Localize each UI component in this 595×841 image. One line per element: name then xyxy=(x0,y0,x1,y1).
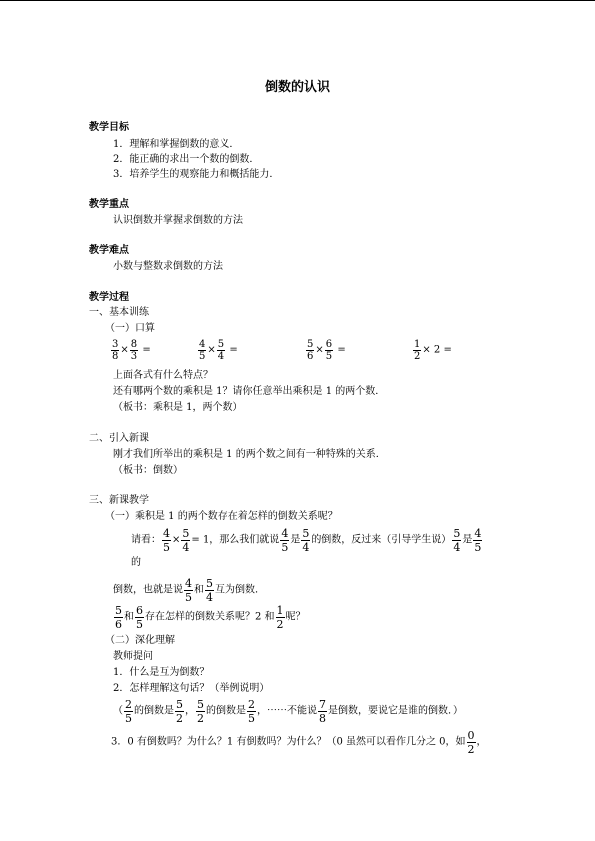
example-line-2: 倒数，也就是说 $\frac{4}{5}$ 和 $\frac{5}{4}$ 互为倒数． xyxy=(113,577,265,604)
part-1-heading: 一、基本训练 xyxy=(89,307,149,318)
focus-text: 认识倒数并掌握求倒数的方法 xyxy=(113,215,243,226)
fraction: $\frac{1}{2}$ xyxy=(414,339,421,362)
fraction: $\frac{4}{5}$ xyxy=(199,339,206,362)
fraction: $\frac{5}{4}$ xyxy=(217,339,225,362)
focus-heading: 教学重点 xyxy=(89,199,129,210)
fraction: $\frac{5}{4}$ xyxy=(182,527,190,554)
board-note-1: （板书：乘积是 1，两个数） xyxy=(113,402,243,413)
process-heading: 教学过程 xyxy=(89,292,129,303)
fraction: $\frac{8}{3}$ xyxy=(130,339,138,362)
teacher-question-2: 2．怎样理解这句话？（举例说明） xyxy=(113,683,270,694)
math-expr-1: $\frac{3}{8}$ × $\frac{8}{3}$ = xyxy=(112,339,151,362)
goals-heading: 教学目标 xyxy=(89,122,129,133)
fraction: $\frac{2}{5}$ xyxy=(248,698,255,725)
fraction: $\frac{5}{4}$ xyxy=(206,577,213,604)
fraction: $\frac{5}{2}$ xyxy=(197,698,204,725)
page-top-rule xyxy=(0,0,595,1)
goal-item-3: 3．培养学生的观察能力和概括能力． xyxy=(113,169,280,180)
part-3-heading: 三、新课教学 xyxy=(89,495,149,506)
fraction: $\frac{4}{5}$ xyxy=(281,527,289,554)
example-line-1: 请看： $\frac{4}{5}$ × $\frac{5}{4}$ = 1，那么我们就说 $\frac{4}{5}$ 是 $\frac{5}{4}$ 的倒数，反过来（引导学生说） $\frac{5}{4}$ 是 $\frac{4}{5}$ xyxy=(131,527,482,554)
fraction: $\frac{5}{4}$ xyxy=(453,527,461,554)
part-3b-heading: （二）深化理解 xyxy=(105,635,175,646)
fraction: $\frac{0}{2}$ xyxy=(467,729,475,756)
fraction: $\frac{7}{8}$ xyxy=(319,698,326,725)
fraction: $\frac{2}{5}$ xyxy=(125,698,132,725)
fraction: $\frac{4}{5}$ xyxy=(163,527,170,554)
board-note-2: （板书：倒数） xyxy=(113,465,183,476)
fraction: $\frac{5}{4}$ xyxy=(302,527,310,554)
math-expr-3: $\frac{5}{6}$ × $\frac{6}{5}$ = xyxy=(307,339,346,362)
part-1a-heading: （一）口算 xyxy=(105,323,155,334)
part-2-heading: 二、引入新课 xyxy=(89,433,149,444)
fraction: $\frac{5}{6}$ xyxy=(307,339,314,362)
fraction: $\frac{5}{2}$ xyxy=(176,698,183,725)
page-title: 倒数的认识 xyxy=(264,80,330,95)
teacher-question-1: 1．什么是互为倒数？ xyxy=(113,667,210,678)
math-expr-2: $\frac{4}{5}$ × $\frac{5}{4}$ = xyxy=(199,339,238,362)
part-3a-heading: （一）乘积是 1 的两个数存在着怎样的倒数关系呢？ xyxy=(105,511,338,522)
difficulty-heading: 教学难点 xyxy=(89,245,129,256)
fraction: $\frac{4}{5}$ xyxy=(185,577,192,604)
fraction: $\frac{6}{5}$ xyxy=(136,604,143,631)
math-expr-4: $\frac{1}{2}$ × 2 = xyxy=(414,339,452,362)
example-line-3: $\frac{5}{6}$ 和 $\frac{6}{5}$ 存在怎样的倒数关系呢？2 和 $\frac{1}{2}$ 呢？ xyxy=(115,604,306,631)
goal-item-2: 2．能正确的求出一个数的倒数． xyxy=(113,154,260,165)
part-2-text: 刚才我们所举出的乘积是 1 的两个数之间有一种特殊的关系． xyxy=(113,449,386,460)
difficulty-text: 小数与整数求倒数的方法 xyxy=(113,261,223,272)
fraction: $\frac{4}{5}$ xyxy=(474,527,482,554)
question-2: 还有哪两个数的乘积是 1？请你任意举出乘积是 1 的两个数． xyxy=(113,386,386,397)
fraction: $\frac{6}{5}$ xyxy=(325,339,333,362)
fraction: $\frac{5}{6}$ xyxy=(115,604,122,631)
example-line-4: （ $\frac{2}{5}$ 的倒数是 $\frac{5}{2}$ ， $\frac{5}{2}$ 的倒数是 $\frac{2}{5}$ ，⋯⋯不能说 $\frac{7}{8}$ 是倒数，要说它是谁的倒数．） xyxy=(113,698,463,725)
example-line-5: 3．0 有倒数吗？为什么？1 有倒数吗？为什么？（0 虽然可以看作几分之 0，如 $\frac{0}{2}$ ， xyxy=(111,729,487,756)
example-line-1-cont: 的 xyxy=(131,557,141,568)
question-1: 上面各式有什么特点？ xyxy=(113,370,213,381)
goal-item-1: 1．理解和掌握倒数的意义． xyxy=(113,139,240,150)
fraction: $\frac{3}{8}$ xyxy=(112,339,119,362)
fraction: $\frac{1}{2}$ xyxy=(276,604,284,631)
teacher-question-label: 教师提问 xyxy=(113,651,153,662)
